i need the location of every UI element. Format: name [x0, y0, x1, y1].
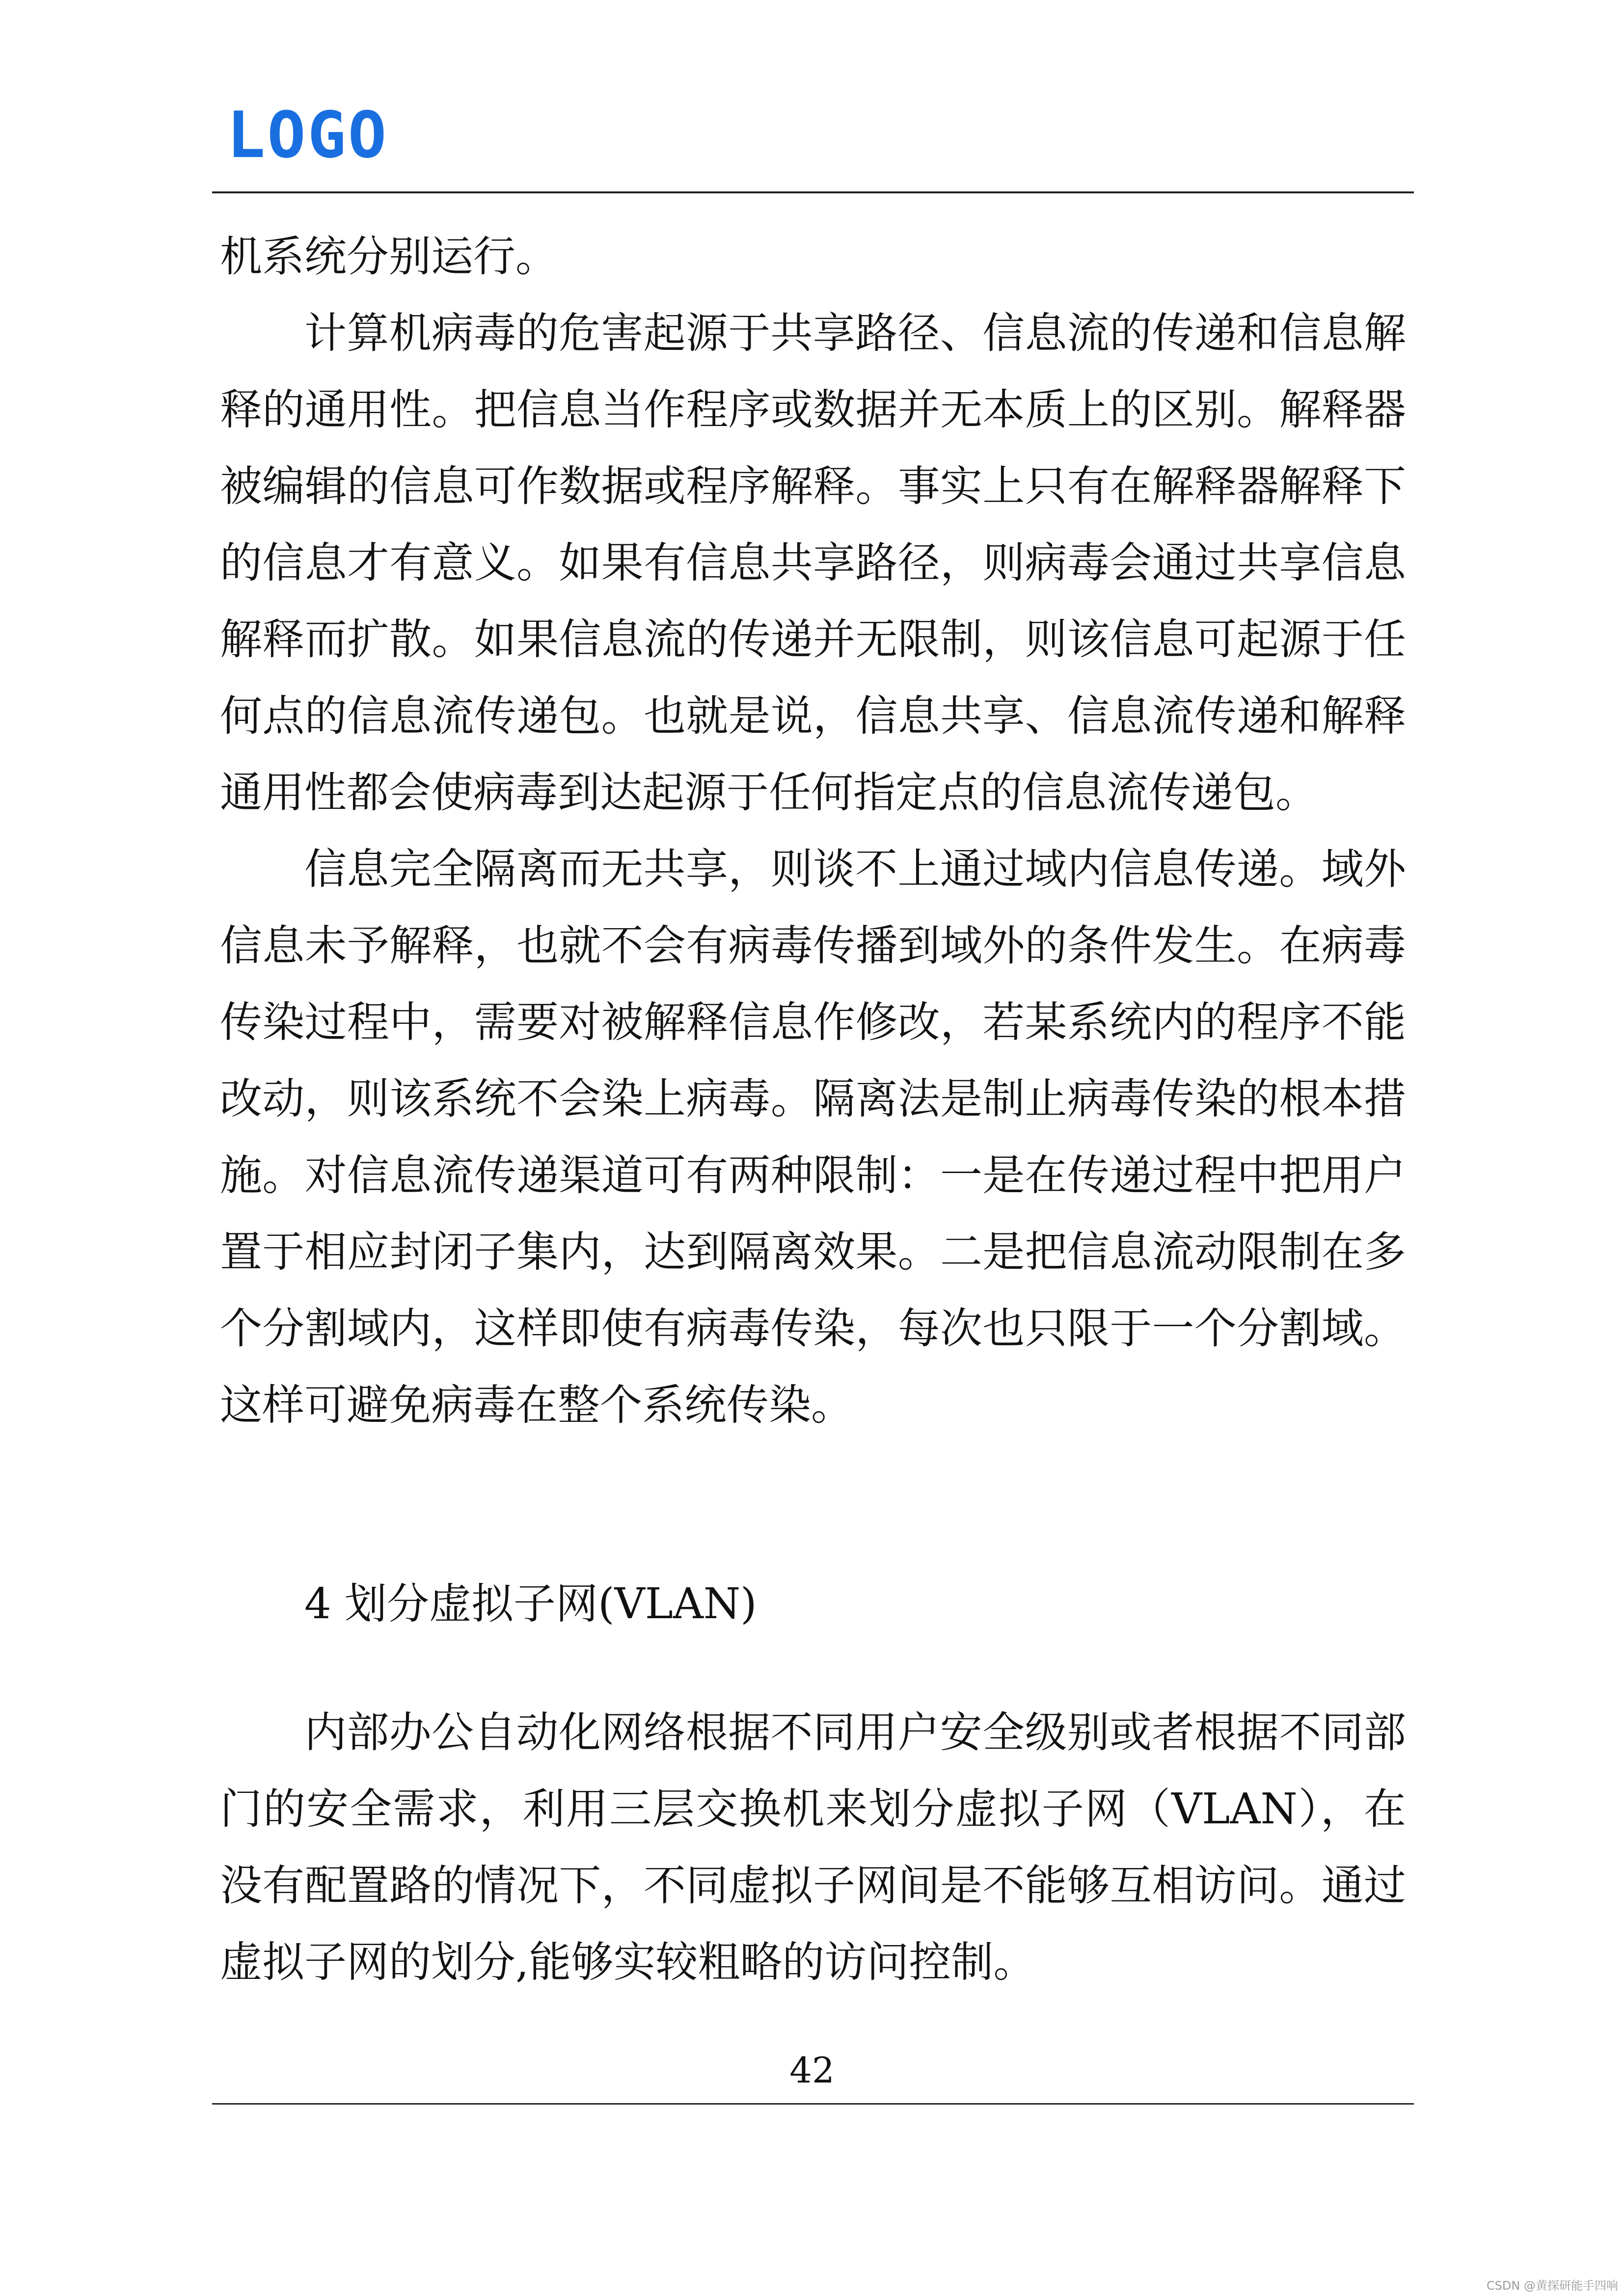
paragraph-vlan: 内部办公自动化网络根据不同用户安全级别或者根据不同部门的安全需求，利用三层交换机来划分虚拟子网（VLAN），在没有配置路的情况下，不同虚拟子网间是不能够互相访问。通过虚拟子网的划分,能够实较粗略的访问控制。 [220, 1708, 1406, 1987]
watermark: CSDN @黄探研能手四响 [1486, 2279, 1618, 2293]
paragraph-continuation: 机系统分别运行。 [220, 232, 558, 281]
page-number: 42 [789, 2050, 835, 2091]
body-text-lower [220, 1694, 1406, 2001]
logo [227, 98, 389, 172]
section-heading: 4 划分虚拟子网(VLAN) [304, 1579, 757, 1629]
header-rule [212, 191, 1414, 193]
footer-rule [212, 2103, 1414, 2105]
body-text-upper [220, 218, 1406, 1443]
paragraph-isolation: 信息完全隔离而无共享，则谈不上通过域内信息传递。域外信息未予解释，也就不会有病毒传播到域外的条件发生。在病毒传染过程中，需要对被解释信息作修改，若某系统内的程序不能改动，则该系统不会染上病毒。隔离法是制止病毒传染的根本措施。对信息流传递渠道可有两种限制：一是在传递过程中把用户置于相应封闭子集内，达到隔离效果。二是把信息流动限制在多个分割域内，这样即使有病毒传染，每次也只限于一个分割域。这样可避免病毒在整个系统传染。 [220, 845, 1406, 1430]
paragraph-virus-origin: 计算机病毒的危害起源于共享路径、信息流的传递和信息解释的通用性。把信息当作程序或数据并无本质上的区别。解释器被编辑的信息可作数据或程序解释。事实上只有在解释器解释下的信息才有意义。如果有信息共享路径，则病毒会通过共享信息解释而扩散。如果信息流的传递并无限制，则该信息可起源于任何点的信息流传递包。也就是说，信息共享、信息流传递和解释通用性都会使病毒到达起源于任何指定点的信息流传递包。 [220, 309, 1406, 817]
logo-text: LOGO [227, 98, 389, 172]
